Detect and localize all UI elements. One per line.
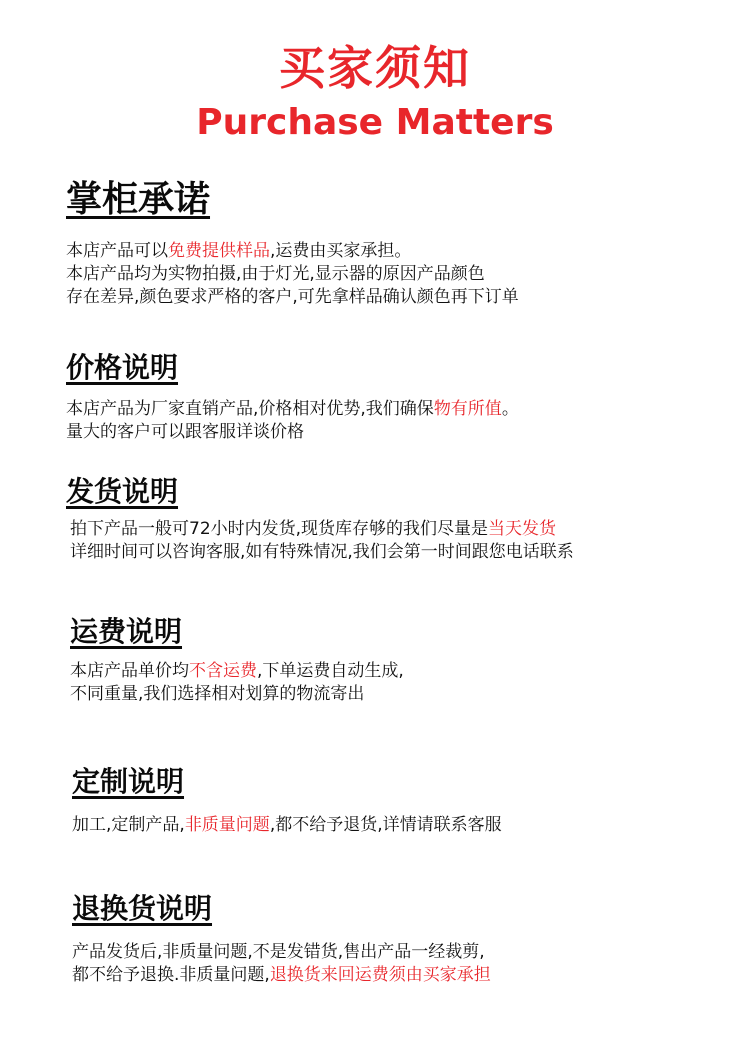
text-line: 详细时间可以咨询客服,如有特殊情况,我们会第一时间跟您电话联系	[70, 542, 574, 562]
text-line: 本店产品单价均不含运费,下单运费自动生成,	[70, 661, 404, 681]
page-subtitle: Purchase Matters	[196, 102, 554, 143]
section-body-shopkeeper-promise	[66, 240, 519, 309]
text-line: 加工,定制产品,非质量问题,都不给予退货,详情请联系客服	[72, 815, 502, 835]
text-line: 不同重量,我们选择相对划算的物流寄出	[70, 684, 365, 704]
section-body-price	[66, 398, 519, 444]
text-line: 存在差异,颜色要求严格的客户,可先拿样品确认颜色再下订单	[66, 287, 519, 307]
section-body-freight	[70, 660, 404, 706]
section-heading-returns: 退换货说明	[72, 892, 213, 925]
highlight-text: 不含运费	[189, 661, 257, 681]
highlight-text: 非质量问题	[184, 815, 270, 835]
text-line: 产品发货后,非质量问题,不是发错货,售出产品一经裁剪,	[72, 942, 485, 962]
section-heading-price: 价格说明	[66, 351, 179, 384]
text-line: 拍下产品一般可72小时内发货,现货库存够的我们尽量是当天发货	[70, 519, 557, 539]
text-line: 本店产品可以免费提供样品,运费由买家承担。	[66, 241, 412, 261]
text-line: 本店产品为厂家直销产品,价格相对优势,我们确保物有所值。	[66, 399, 519, 419]
highlight-text: 当天发货	[488, 519, 557, 539]
section-body-custom	[72, 814, 502, 837]
section-body-returns	[72, 941, 491, 987]
page-title: 买家须知	[279, 41, 471, 95]
section-heading-custom: 定制说明	[72, 765, 185, 798]
text-line: 本店产品均为实物拍摄,由于灯光,显示器的原因产品颜色	[66, 264, 485, 284]
highlight-text: 免费提供样品	[168, 241, 270, 261]
section-heading-shopkeeper-promise: 掌柜承诺	[66, 179, 211, 220]
text-line: 都不给予退换.非质量问题,退换货来回运费须由买家承担	[72, 965, 491, 985]
text-line: 量大的客户可以跟客服详谈价格	[66, 422, 304, 442]
highlight-text: 退换货来回运费须由买家承担	[269, 965, 491, 985]
section-body-shipping	[70, 518, 574, 564]
highlight-text: 物有所值	[433, 399, 502, 419]
section-heading-shipping: 发货说明	[66, 475, 179, 508]
section-heading-freight: 运费说明	[70, 615, 183, 648]
